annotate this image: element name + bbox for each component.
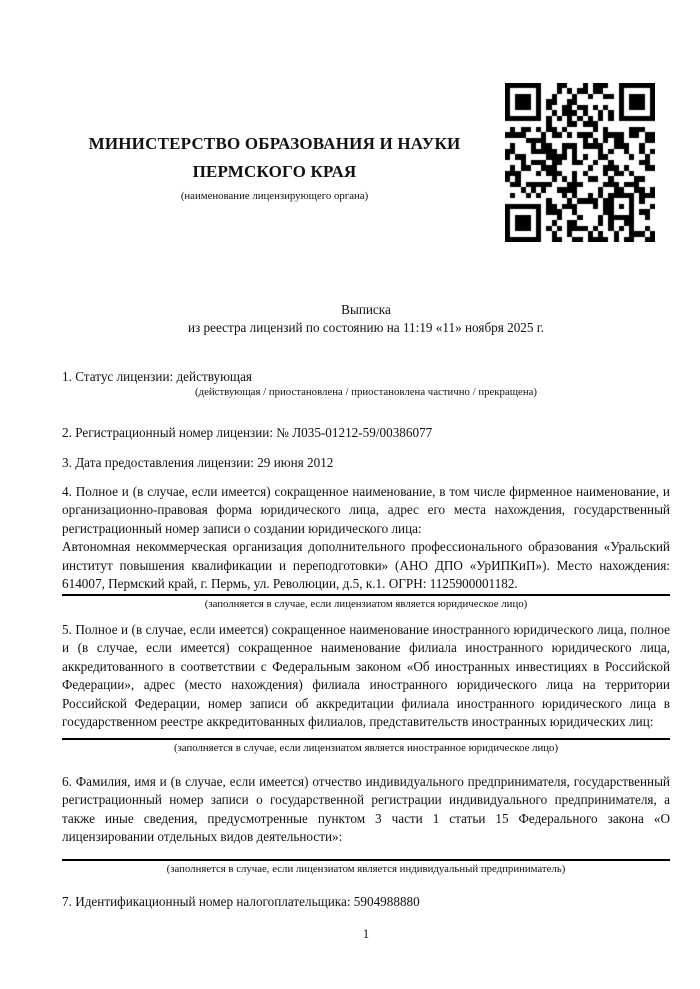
foreign-entity-caption: (заполняется в случае, если лицензиатом является иностранное юридическое лицо) — [173, 742, 559, 755]
document-title-block — [62, 301, 670, 338]
item-taxpayer-id — [62, 893, 670, 911]
ministry-caption: (наименование лицензирующего органа) — [180, 190, 369, 202]
document-title: Выписка — [341, 302, 391, 317]
page-number: 1 — [362, 927, 370, 941]
entrepreneur-label: 6. Фамилия, имя и (в случае, если имеется) отчество индивидуального предпринимателя, государственный регистрационный номер записи о государственной регистрации индивидуального предпринимателя, а также иные сведения, предусмотренные пунктом 3 части 1 статьи 15 Федерального закона «О лицензировании отдельных видов деятельности»: — [62, 774, 670, 845]
qr-code — [505, 83, 655, 242]
legal-entity-fill-rule — [62, 594, 670, 596]
document-subtitle: из реестра лицензий по состоянию на 11:19 «11» ноября 2025 г. — [187, 320, 545, 336]
legal-entity-caption: (заполняется в случае, если лицензиатом является юридическое лицо) — [204, 598, 528, 611]
item-license-status — [62, 368, 670, 399]
license-status-options-caption: (действующая / приостановлена / приостановлена частично / прекращена) — [195, 386, 537, 399]
entrepreneur-fill-rule — [62, 859, 670, 861]
item-entrepreneur — [62, 773, 670, 876]
item-legal-entity — [62, 483, 670, 611]
ministry-name-line1: МИНИСТЕРСТВО ОБРАЗОВАНИЯ И НАУКИ — [88, 134, 461, 153]
legal-entity-value: Автономная некоммерческая организация дополнительного профессионального образования «Уральский институт повышения квалификации и переподготовки» (АНО ДПО «УрИПКиП»). Место нахождения: 614007, Пермский край, г. Пермь, ул. Революции, д.5, к.1. ОГРН: 1125900001182. — [62, 539, 670, 592]
entrepreneur-caption: (заполняется в случае, если лицензиатом является индивидуальный предприниматель) — [166, 862, 566, 875]
grant-date-text: 3. Дата предоставления лицензии: 29 июня 2012 — [62, 455, 334, 470]
item-grant-date — [62, 454, 670, 472]
license-status-text: 1. Статус лицензии: действующая — [62, 369, 253, 384]
item-registration-number — [62, 424, 670, 442]
foreign-entity-label: 5. Полное и (в случае, если имеется) сокращенное наименование иностранного юридического лица, полное и (в случае, если имеется) сокращенное наименование филиала иностранного юридического лица, аккредитованного в соответствии с Федеральным законом «Об иностранных инвестициях в Российской Федерации», адрес (место нахождения) филиала иностранного юридического лица на территории Российской Федерации, номер записи об аккредитации филиала иностранного юридического лица в государственном реестре аккредитованных филиалов, представительств иностранных юридических лиц: — [62, 622, 670, 730]
licensing-authority-header — [62, 130, 487, 203]
ministry-name-line2: ПЕРМСКОГО КРАЯ — [192, 162, 357, 181]
taxpayer-id-text: 7. Идентификационный номер налогоплательщика: 5904988880 — [62, 894, 420, 909]
legal-entity-label: 4. Полное и (в случае, если имеется) сокращенное наименование, в том числе фирменное наименование, и организационно-правовая форма юридического лица, адрес его места нахождения, государственный регистрационный номер записи о создании юридического лица: — [62, 484, 670, 536]
item-foreign-entity — [62, 621, 670, 755]
registration-number-text: 2. Регистрационный номер лицензии: № Л035-01212-59/00386077 — [62, 425, 433, 440]
foreign-entity-fill-rule — [62, 738, 670, 740]
